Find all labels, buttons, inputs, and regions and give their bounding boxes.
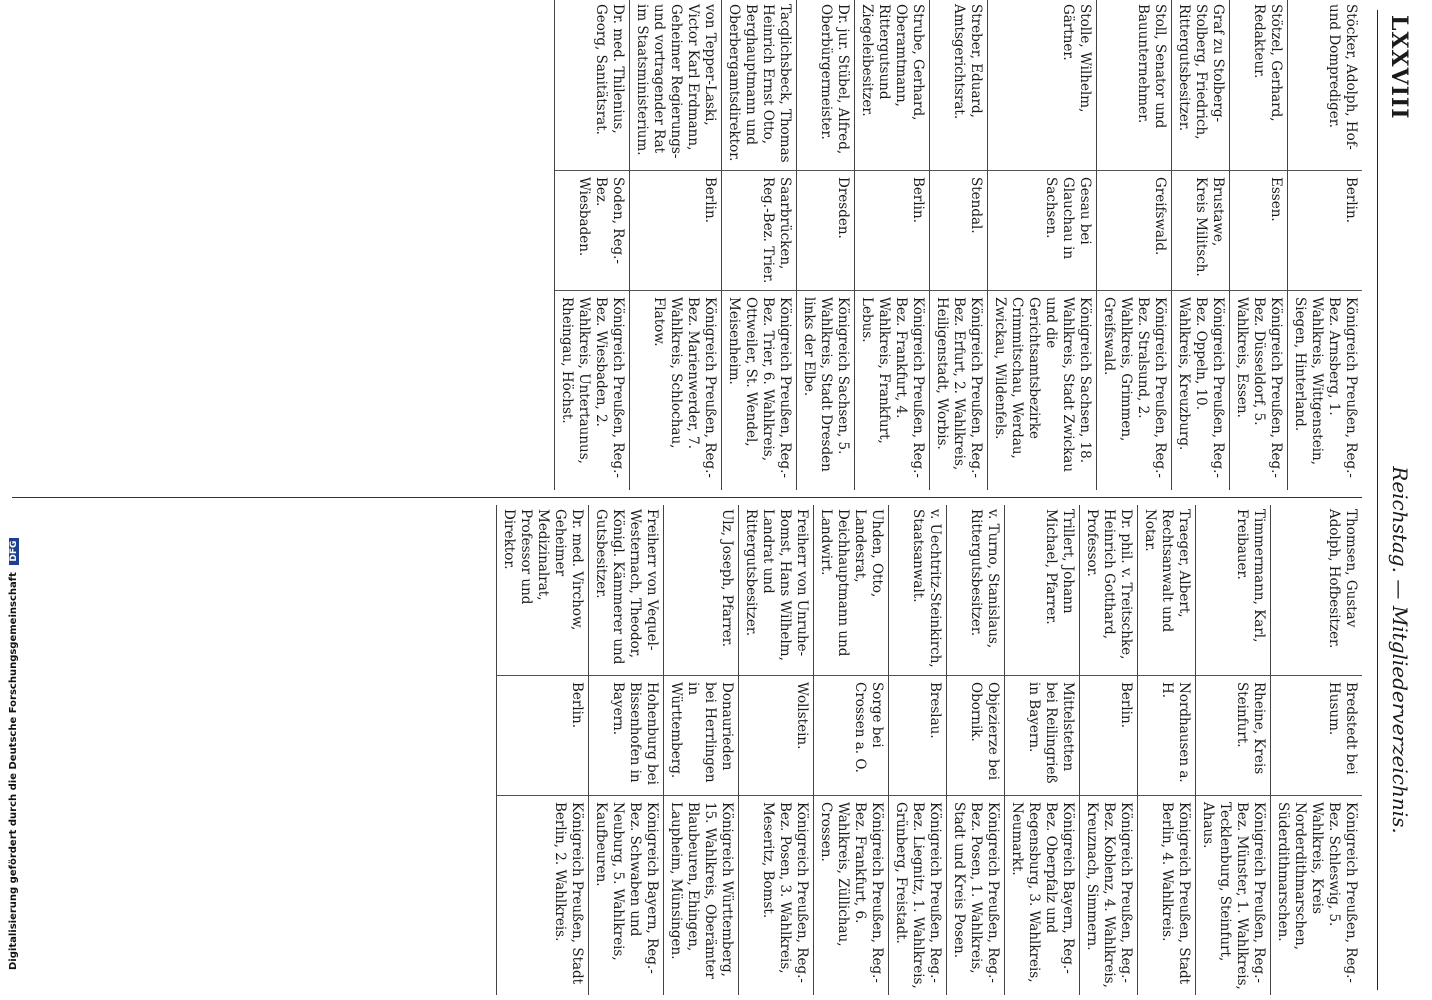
member-name: Freiherr von Unruhe-Bomst, Hans Wilhelm, Landrat und Rittergutsbesitzer. <box>743 509 810 661</box>
member-entry <box>888 505 946 995</box>
member-residence: Gesau bei Glauchau in Sachsen. <box>988 170 1096 290</box>
member-name: Uhden, Otto, Landesrat, Deichhauptmann und Landwirt. <box>818 509 885 657</box>
member-entry <box>1079 505 1137 995</box>
dfg-logo: DFG <box>9 538 19 565</box>
member-district: Königreich Preußen, Reg.-Bez. Frankfurt, 4. Wahlkreis, Frankfurt, Lebus. <box>855 290 929 490</box>
member-district: Königreich Preußen, Reg.-Bez. Düsseldorf, 5. Wahlkreis, Essen. <box>1230 290 1287 490</box>
member-entry <box>1004 505 1079 995</box>
left-column <box>12 0 1362 490</box>
member-residence: Soden, Reg.-Bez. Wiesbaden. <box>555 170 629 290</box>
member-residence: Dresden. <box>797 170 854 290</box>
member-residence: Brustawe, Kreis Militsch. <box>1172 170 1229 290</box>
member-residence: Rheine, Kreis Steinfurt. <box>1196 675 1270 795</box>
member-entry <box>813 505 888 995</box>
member-entry <box>588 505 663 995</box>
member-residence: Sorge bei Crossen a. O. <box>814 675 888 795</box>
member-entry <box>1195 505 1270 995</box>
member-district: Königreich Sachsen, 5. Wahlkreis, Stadt Dresden links der Elbe. <box>797 290 854 490</box>
member-name: v. Uechtritz-Steinkirch, Staatsanwalt. <box>910 509 943 668</box>
column-divider <box>12 497 1362 498</box>
member-district: Königreich Preußen, Reg.-Bez. Koblenz, 4. Wahlkreis, Kreuznach, Simmern. <box>1080 795 1137 995</box>
member-residence: Essen. <box>1230 170 1287 290</box>
member-residence: Nordhausen a. H. <box>1138 675 1195 795</box>
member-name: Dr. jur. Stübel, Alfred, Oberbürgermeister. <box>818 4 851 155</box>
member-district: Königreich Preußen, Reg.-Bez. Frankfurt, 6. Wahlkreis, Züllichau, Crossen. <box>814 795 888 995</box>
member-entry <box>738 505 813 995</box>
member-entry <box>1096 0 1171 490</box>
member-name: Freiherr von Vequel-Westernach, Theodor, Königl. Kämmerer und Gutsbesitzer. <box>593 509 660 665</box>
right-column <box>12 505 1362 995</box>
member-district: Königreich Preußen, Reg.-Bez. Arnsberg, 1. Wahlkreis, Wittgenstein, Siegen, Hinterland. <box>1288 290 1362 490</box>
member-district: Königreich Preußen, Reg.-Bez. Münster, 1. Wahlkreis, Tecklenburg, Steinfurt, Ahaus. <box>1196 795 1270 995</box>
funding-sidebar <box>0 0 30 1000</box>
member-entry <box>554 0 629 490</box>
member-entry <box>946 505 1004 995</box>
member-district: Königreich Preußen, Reg.-Bez. Trier, 6. Wahlkreis, Ottweiler, St. Wendel, Meisenheim. <box>722 290 796 490</box>
member-residence: Berlin. <box>1288 170 1362 290</box>
member-name: Thomsen, Gustav Adolph, Hofbesitzer. <box>1326 509 1359 649</box>
member-name: Dr. med. Thilenius, Georg, Sanitätsrat. <box>593 4 626 135</box>
member-residence: Berlin. <box>497 675 588 795</box>
member-residence: Objezierze bei Obornik. <box>947 675 1004 795</box>
member-entry <box>1229 0 1287 490</box>
member-residence: Bredstedt bei Husum. <box>1271 675 1362 795</box>
member-name: v. Turno, Stanislaus, Rittergutsbesitzer. <box>968 509 1001 649</box>
member-name: Timmermann, Karl, Freibauer. <box>1234 509 1267 643</box>
member-name: Stoll, Senator und Bauunternehmer. <box>1135 4 1168 129</box>
member-district: Königreich Bayern, Reg.-Bez. Schwaben und Neuburg, 5. Wahlkreis, Kaufbeuren. <box>589 795 663 995</box>
member-name: Dr. phil. v. Treitschke, Heinrich Gotthard, Professor. <box>1084 509 1134 660</box>
member-name: Strube, Gerhard, Oberamtmann, Rittergutsund Ziegeleibesitzer. <box>859 4 926 121</box>
header-rule <box>1377 10 1378 990</box>
member-residence: Mittelstetten bei Reilingrieß in Bayern. <box>1005 675 1079 795</box>
member-name: Ulz, Joseph, Pfarrer. <box>719 509 735 648</box>
member-entry <box>796 0 854 490</box>
member-name: Graf zu Stolberg-Stolberg, Friedrich, Rittergutsbesitzer. <box>1176 4 1226 140</box>
member-residence: Wollstein. <box>739 675 813 795</box>
member-residence: Berlin. <box>630 170 721 290</box>
member-entry <box>629 0 721 490</box>
member-district: Königreich Preußen, Reg.-Bez. Posen, 1. Wahlkreis, Stadt und Kreis Posen. <box>947 795 1004 995</box>
member-entry <box>987 0 1096 490</box>
member-entry <box>1137 505 1195 995</box>
member-name: Dr. med. Virchow, Geheimer Medizinalrat, Professor und Direktor. <box>501 509 585 631</box>
member-name: Tacglichsbeck, Thomas Heinrich Ernst Otto, Berghauptmann und Oberbergamtsdirektor. <box>726 4 793 163</box>
member-residence: Saarbrücken, Reg.-Bez. Trier. <box>722 170 796 290</box>
member-district: Königreich Preußen, Stadt Berlin, 4. Wahlkreis. <box>1138 795 1195 995</box>
member-entry <box>663 505 738 995</box>
member-residence: Greifswald. <box>1097 170 1171 290</box>
member-district: Königreich Preußen, Reg.-Bez. Erfurt, 2. Wahlkreis, Heiligenstadt, Worbis. <box>930 290 987 490</box>
member-district: Königreich Preußen, Reg.-Bez. Marienwerder, 7. Wahlkreis, Schlochau, Flatow. <box>630 290 721 490</box>
member-name: Stolle, Wilhelm, Gärtner. <box>1060 4 1093 113</box>
member-name: Streber, Eduard, Amtsgerichtsrat. <box>951 4 984 120</box>
member-name: Traeger, Albert, Rechtsanwalt und Notar. <box>1142 509 1192 633</box>
member-residence: Stendal. <box>930 170 987 290</box>
member-district: Königreich Preußen, Reg.-Bez. Posen, 3. Wahlkreis, Meseritz, Bomst. <box>739 795 813 995</box>
running-head: Reichstag. — Mitgliederverzeichnis. <box>1388 466 1412 834</box>
member-residence: Berlin. <box>855 170 929 290</box>
member-residence: Hohenburg bei Bissenhofen in Bayern. <box>589 675 663 795</box>
member-name: Stötzel, Gerhard, Redakteur. <box>1251 4 1284 122</box>
member-name: Stöcker, Adolph, Hof- und Domprediger. <box>1326 4 1359 150</box>
member-residence: Donaurieden bei Herrlingen in Württemberg. <box>664 675 738 795</box>
member-entry <box>1171 0 1229 490</box>
member-entry <box>854 0 929 490</box>
member-name: Trillert, Johann Michael, Pfarrer. <box>1043 509 1076 625</box>
member-entry <box>1287 0 1362 490</box>
member-entry <box>1270 505 1362 995</box>
member-district: Königreich Preußen, Reg.-Bez. Wiesbaden, 2. Wahlkreis, Untertaunus, Rheingau, Höchst. <box>555 290 629 490</box>
funding-text: Digitalisierung gefördert durch die Deutsche Forschungsgemeinschaft <box>8 572 19 970</box>
funding-note <box>8 0 19 970</box>
member-district: Königreich Württemberg, 15. Wahlkreis, Oberämter Blaubeuren, Ehingen, Laupheim, Münsingen. <box>664 795 738 995</box>
member-district: Königreich Preußen, Reg.-Bez. Schleswig, 5. Wahlkreis, Kreis Norderdithmarschen, Süderdithmarschen. <box>1271 795 1362 995</box>
member-entry <box>929 0 987 490</box>
member-district: Königreich Preußen, Reg.-Bez. Oppeln, 10. Wahlkreis, Kreuzburg. <box>1172 290 1229 490</box>
member-district: Königreich Bayern, Reg.-Bez. Oberpfalz und Regensburg, 3. Wahlkreis, Neumarkt. <box>1005 795 1079 995</box>
member-district: Königreich Preußen, Reg.-Bez. Stralsund, 2. Wahlkreis, Grimmen, Greifswald. <box>1097 290 1171 490</box>
page-number: LXXVIII <box>1386 15 1412 120</box>
member-entry <box>721 0 796 490</box>
member-residence: Berlin. <box>1080 675 1137 795</box>
page-header <box>1362 0 1432 1000</box>
member-district: Königreich Preußen, Reg.-Bez. Liegnitz, 1. Wahlkreis, Grünberg, Freistadt. <box>889 795 946 995</box>
member-district: Königreich Sachsen, 18. Wahlkreis, Stadt Zwickau und die Gerichtsamtsbezirke Crimmitschau, Werdau, Zwickau, Wildenfels. <box>988 290 1096 490</box>
member-entry <box>496 505 588 995</box>
member-residence: Breslau. <box>889 675 946 795</box>
member-district: Königreich Preußen, Stadt Berlin, 2. Wahlkreis. <box>497 795 588 995</box>
member-name: von Tepper-Laski, Victor Karl Erdmann, Geheimer Regierungs- und vortragender Rat im Staatsministerium. <box>634 4 718 159</box>
